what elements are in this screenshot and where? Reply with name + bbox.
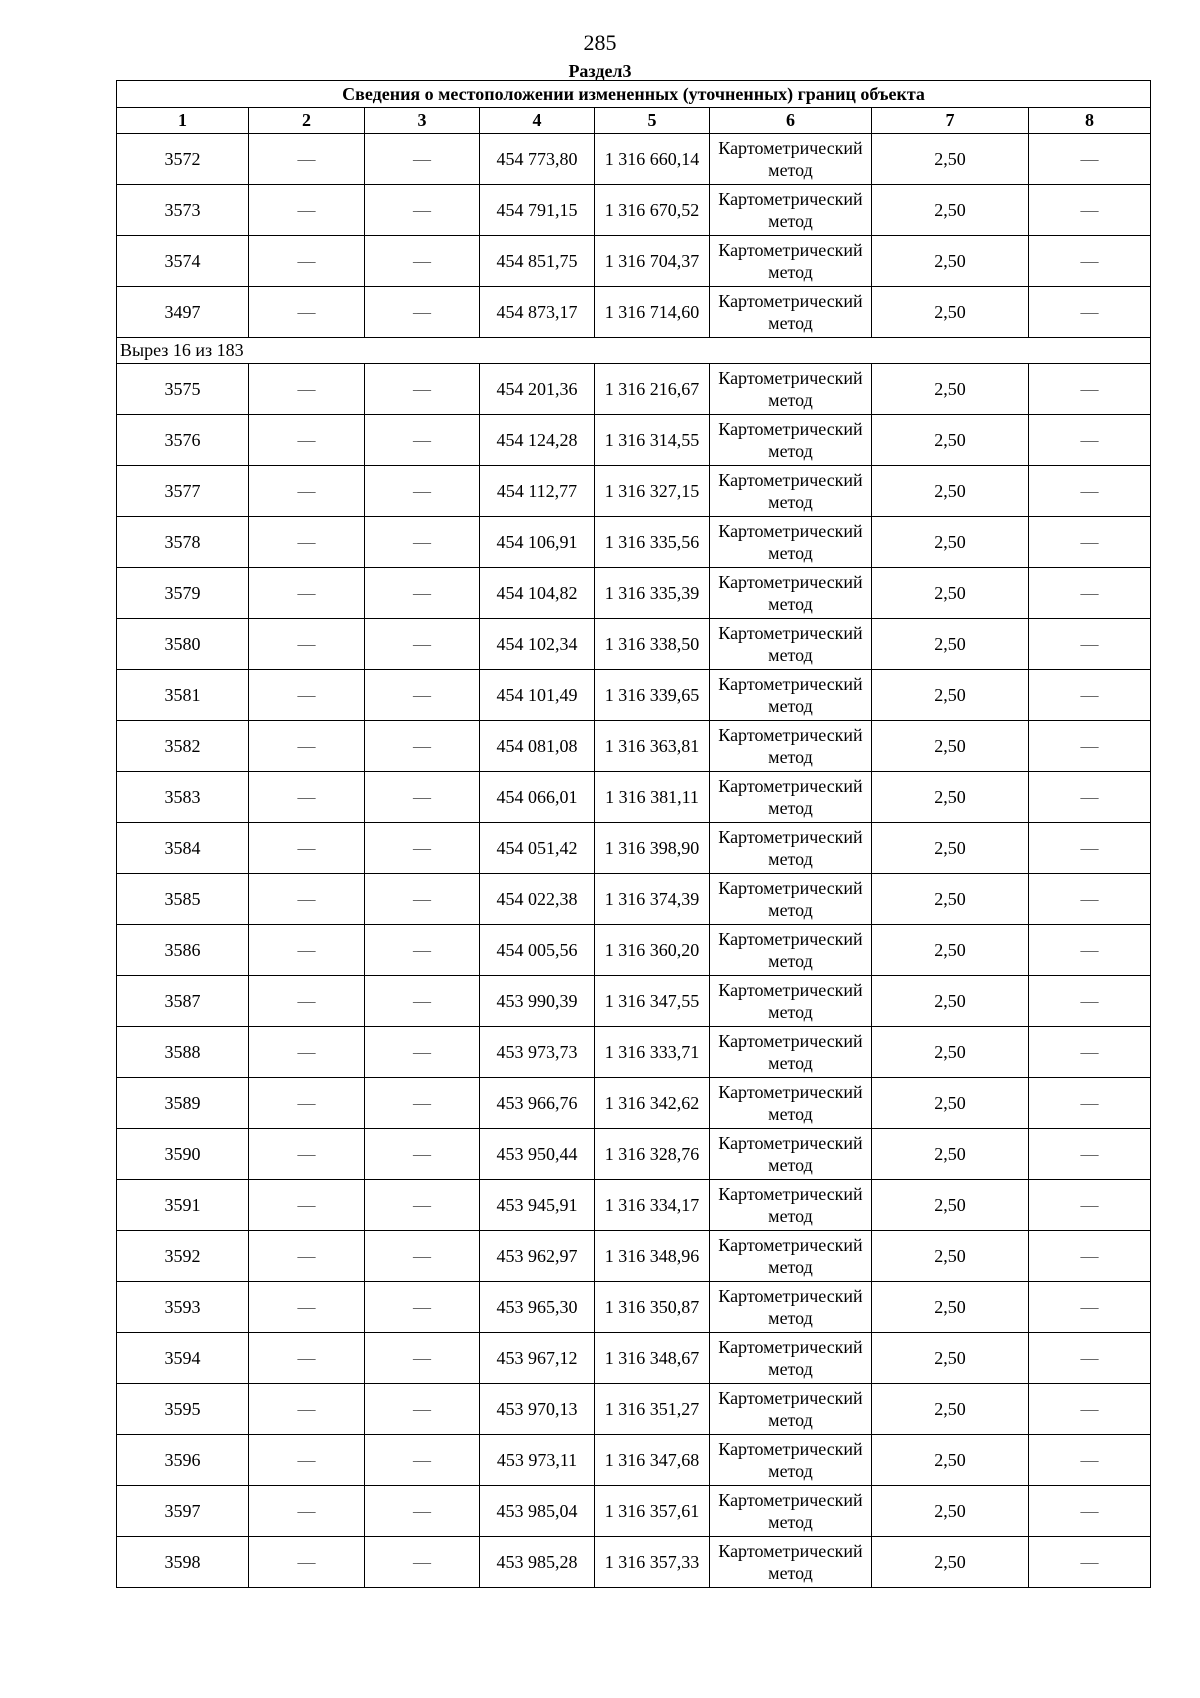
column-8-cell: — (1029, 415, 1151, 466)
y-coordinate-cell: 1 316 381,11 (595, 772, 710, 823)
accuracy-cell: 2,50 (872, 1078, 1029, 1129)
y-coordinate-cell: 1 316 314,55 (595, 415, 710, 466)
accuracy-cell: 2,50 (872, 772, 1029, 823)
accuracy-cell: 2,50 (872, 1129, 1029, 1180)
column-numbers-row (117, 108, 1151, 134)
column-3-cell: — (365, 1027, 480, 1078)
column-8-cell: — (1029, 1078, 1151, 1129)
column-8-cell: — (1029, 287, 1151, 338)
y-coordinate-cell: 1 316 335,39 (595, 568, 710, 619)
column-8-cell: — (1029, 925, 1151, 976)
x-coordinate-cell: 454 066,01 (480, 772, 595, 823)
accuracy-cell: 2,50 (872, 1333, 1029, 1384)
column-8-cell: — (1029, 721, 1151, 772)
column-number: 8 (1029, 108, 1151, 134)
point-number-cell: 3594 (117, 1333, 249, 1384)
column-2-cell: — (249, 1027, 365, 1078)
point-number-cell: 3584 (117, 823, 249, 874)
method-cell: Картометрический метод (710, 466, 872, 517)
x-coordinate-cell: 454 081,08 (480, 721, 595, 772)
column-2-cell: — (249, 772, 365, 823)
column-8-cell: — (1029, 1435, 1151, 1486)
column-2-cell: — (249, 287, 365, 338)
column-3-cell: — (365, 619, 480, 670)
x-coordinate-cell: 454 201,36 (480, 364, 595, 415)
y-coordinate-cell: 1 316 350,87 (595, 1282, 710, 1333)
table-row (117, 670, 1151, 721)
table-row (117, 823, 1151, 874)
column-2-cell: — (249, 1333, 365, 1384)
point-number-cell: 3573 (117, 185, 249, 236)
method-cell: Картометрический метод (710, 925, 872, 976)
column-2-cell: — (249, 1486, 365, 1537)
method-cell: Картометрический метод (710, 236, 872, 287)
point-number-cell: 3592 (117, 1231, 249, 1282)
accuracy-cell: 2,50 (872, 1435, 1029, 1486)
column-3-cell: — (365, 1384, 480, 1435)
x-coordinate-cell: 454 791,15 (480, 185, 595, 236)
column-3-cell: — (365, 466, 480, 517)
accuracy-cell: 2,50 (872, 568, 1029, 619)
x-coordinate-cell: 453 990,39 (480, 976, 595, 1027)
column-number: 5 (595, 108, 710, 134)
y-coordinate-cell: 1 316 334,17 (595, 1180, 710, 1231)
x-coordinate-cell: 453 985,28 (480, 1537, 595, 1588)
column-2-cell: — (249, 466, 365, 517)
page-number: 285 (583, 30, 617, 55)
y-coordinate-cell: 1 316 714,60 (595, 287, 710, 338)
x-coordinate-cell: 454 022,38 (480, 874, 595, 925)
point-number-cell: 3587 (117, 976, 249, 1027)
method-cell: Картометрический метод (710, 1027, 872, 1078)
x-coordinate-cell: 453 973,11 (480, 1435, 595, 1486)
method-cell: Картометрический метод (710, 134, 872, 185)
x-coordinate-cell: 454 851,75 (480, 236, 595, 287)
column-3-cell: — (365, 415, 480, 466)
x-coordinate-cell: 454 873,17 (480, 287, 595, 338)
table-row (117, 364, 1151, 415)
table-row (117, 1180, 1151, 1231)
column-3-cell: — (365, 670, 480, 721)
x-coordinate-cell: 454 051,42 (480, 823, 595, 874)
table-row (117, 185, 1151, 236)
column-2-cell: — (249, 721, 365, 772)
method-cell: Картометрический метод (710, 1180, 872, 1231)
method-cell: Картометрический метод (710, 772, 872, 823)
table-row (117, 287, 1151, 338)
column-3-cell: — (365, 772, 480, 823)
column-number: 2 (249, 108, 365, 134)
y-coordinate-cell: 1 316 660,14 (595, 134, 710, 185)
point-number-cell: 3580 (117, 619, 249, 670)
column-2-cell: — (249, 874, 365, 925)
y-coordinate-cell: 1 316 335,56 (595, 517, 710, 568)
y-coordinate-cell: 1 316 327,15 (595, 466, 710, 517)
column-number: 4 (480, 108, 595, 134)
column-8-cell: — (1029, 1486, 1151, 1537)
column-8-cell: — (1029, 364, 1151, 415)
accuracy-cell: 2,50 (872, 236, 1029, 287)
column-2-cell: — (249, 568, 365, 619)
point-number-cell: 3497 (117, 287, 249, 338)
y-coordinate-cell: 1 316 342,62 (595, 1078, 710, 1129)
point-number-cell: 3582 (117, 721, 249, 772)
cut-label: Вырез 16 из 183 (117, 338, 1151, 364)
x-coordinate-cell: 453 950,44 (480, 1129, 595, 1180)
column-8-cell: — (1029, 236, 1151, 287)
method-cell: Картометрический метод (710, 721, 872, 772)
table-row (117, 619, 1151, 670)
column-2-cell: — (249, 1231, 365, 1282)
point-number-cell: 3598 (117, 1537, 249, 1588)
table-row (117, 721, 1151, 772)
column-2-cell: — (249, 517, 365, 568)
accuracy-cell: 2,50 (872, 1537, 1029, 1588)
column-8-cell: — (1029, 670, 1151, 721)
y-coordinate-cell: 1 316 357,33 (595, 1537, 710, 1588)
accuracy-cell: 2,50 (872, 1231, 1029, 1282)
point-number-cell: 3588 (117, 1027, 249, 1078)
point-number-cell: 3596 (117, 1435, 249, 1486)
method-cell: Картометрический метод (710, 823, 872, 874)
method-cell: Картометрический метод (710, 976, 872, 1027)
point-number-cell: 3586 (117, 925, 249, 976)
method-cell: Картометрический метод (710, 185, 872, 236)
x-coordinate-cell: 453 966,76 (480, 1078, 595, 1129)
table-row (117, 517, 1151, 568)
accuracy-cell: 2,50 (872, 1282, 1029, 1333)
y-coordinate-cell: 1 316 348,67 (595, 1333, 710, 1384)
table-row (117, 1231, 1151, 1282)
column-8-cell: — (1029, 568, 1151, 619)
x-coordinate-cell: 453 945,91 (480, 1180, 595, 1231)
column-3-cell: — (365, 925, 480, 976)
column-2-cell: — (249, 1129, 365, 1180)
column-3-cell: — (365, 976, 480, 1027)
x-coordinate-cell: 453 970,13 (480, 1384, 595, 1435)
accuracy-cell: 2,50 (872, 925, 1029, 976)
column-3-cell: — (365, 517, 480, 568)
column-2-cell: — (249, 1384, 365, 1435)
column-3-cell: — (365, 874, 480, 925)
column-8-cell: — (1029, 134, 1151, 185)
y-coordinate-cell: 1 316 339,65 (595, 670, 710, 721)
column-8-cell: — (1029, 976, 1151, 1027)
table-caption-row (117, 81, 1151, 108)
column-3-cell: — (365, 1333, 480, 1384)
column-3-cell: — (365, 1180, 480, 1231)
accuracy-cell: 2,50 (872, 1180, 1029, 1231)
point-number-cell: 3572 (117, 134, 249, 185)
method-cell: Картометрический метод (710, 1231, 872, 1282)
x-coordinate-cell: 454 773,80 (480, 134, 595, 185)
column-8-cell: — (1029, 466, 1151, 517)
method-cell: Картометрический метод (710, 1435, 872, 1486)
column-3-cell: — (365, 1435, 480, 1486)
column-2-cell: — (249, 134, 365, 185)
column-3-cell: — (365, 364, 480, 415)
point-number-cell: 3589 (117, 1078, 249, 1129)
accuracy-cell: 2,50 (872, 1027, 1029, 1078)
accuracy-cell: 2,50 (872, 185, 1029, 236)
table-row (117, 415, 1151, 466)
table-row (117, 1129, 1151, 1180)
table-row (117, 1078, 1151, 1129)
table-row (117, 1435, 1151, 1486)
point-number-cell: 3579 (117, 568, 249, 619)
column-3-cell: — (365, 185, 480, 236)
table-row (117, 134, 1151, 185)
column-8-cell: — (1029, 185, 1151, 236)
column-8-cell: — (1029, 1384, 1151, 1435)
accuracy-cell: 2,50 (872, 134, 1029, 185)
column-2-cell: — (249, 976, 365, 1027)
column-3-cell: — (365, 568, 480, 619)
y-coordinate-cell: 1 316 363,81 (595, 721, 710, 772)
column-2-cell: — (249, 1435, 365, 1486)
x-coordinate-cell: 453 985,04 (480, 1486, 595, 1537)
point-number-cell: 3578 (117, 517, 249, 568)
column-3-cell: — (365, 823, 480, 874)
accuracy-cell: 2,50 (872, 1486, 1029, 1537)
accuracy-cell: 2,50 (872, 415, 1029, 466)
method-cell: Картометрический метод (710, 619, 872, 670)
method-cell: Картометрический метод (710, 1282, 872, 1333)
column-number: 3 (365, 108, 480, 134)
column-8-cell: — (1029, 1180, 1151, 1231)
column-2-cell: — (249, 236, 365, 287)
column-2-cell: — (249, 670, 365, 721)
column-8-cell: — (1029, 517, 1151, 568)
y-coordinate-cell: 1 316 347,55 (595, 976, 710, 1027)
y-coordinate-cell: 1 316 328,76 (595, 1129, 710, 1180)
point-number-cell: 3575 (117, 364, 249, 415)
method-cell: Картометрический метод (710, 1129, 872, 1180)
table-row (117, 976, 1151, 1027)
column-number: 6 (710, 108, 872, 134)
table-caption: Сведения о местоположении измененных (уточненных) границ объекта (117, 81, 1151, 108)
point-number-cell: 3577 (117, 466, 249, 517)
accuracy-cell: 2,50 (872, 1384, 1029, 1435)
x-coordinate-cell: 454 112,77 (480, 466, 595, 517)
accuracy-cell: 2,50 (872, 287, 1029, 338)
table-row (117, 1333, 1151, 1384)
point-number-cell: 3585 (117, 874, 249, 925)
point-number-cell: 3581 (117, 670, 249, 721)
method-cell: Картометрический метод (710, 1078, 872, 1129)
x-coordinate-cell: 454 124,28 (480, 415, 595, 466)
column-2-cell: — (249, 1282, 365, 1333)
column-3-cell: — (365, 236, 480, 287)
column-8-cell: — (1029, 1129, 1151, 1180)
x-coordinate-cell: 454 106,91 (480, 517, 595, 568)
x-coordinate-cell: 454 101,49 (480, 670, 595, 721)
column-8-cell: — (1029, 1027, 1151, 1078)
column-3-cell: — (365, 134, 480, 185)
column-3-cell: — (365, 1282, 480, 1333)
method-cell: Картометрический метод (710, 517, 872, 568)
method-cell: Картометрический метод (710, 1333, 872, 1384)
x-coordinate-cell: 454 005,56 (480, 925, 595, 976)
column-2-cell: — (249, 1537, 365, 1588)
method-cell: Картометрический метод (710, 874, 872, 925)
column-8-cell: — (1029, 1333, 1151, 1384)
column-8-cell: — (1029, 823, 1151, 874)
accuracy-cell: 2,50 (872, 823, 1029, 874)
table-row (117, 236, 1151, 287)
column-8-cell: — (1029, 1537, 1151, 1588)
column-2-cell: — (249, 364, 365, 415)
y-coordinate-cell: 1 316 347,68 (595, 1435, 710, 1486)
column-8-cell: — (1029, 619, 1151, 670)
table-body (117, 134, 1151, 1588)
y-coordinate-cell: 1 316 338,50 (595, 619, 710, 670)
method-cell: Картометрический метод (710, 1384, 872, 1435)
method-cell: Картометрический метод (710, 568, 872, 619)
y-coordinate-cell: 1 316 360,20 (595, 925, 710, 976)
column-8-cell: — (1029, 1282, 1151, 1333)
table-row (117, 1384, 1151, 1435)
column-2-cell: — (249, 925, 365, 976)
point-number-cell: 3574 (117, 236, 249, 287)
accuracy-cell: 2,50 (872, 976, 1029, 1027)
x-coordinate-cell: 454 104,82 (480, 568, 595, 619)
column-3-cell: — (365, 1129, 480, 1180)
y-coordinate-cell: 1 316 216,67 (595, 364, 710, 415)
column-number: 1 (117, 108, 249, 134)
column-8-cell: — (1029, 772, 1151, 823)
point-number-cell: 3591 (117, 1180, 249, 1231)
table-row (117, 568, 1151, 619)
x-coordinate-cell: 454 102,34 (480, 619, 595, 670)
section-title: Раздел3 (568, 61, 632, 81)
column-3-cell: — (365, 1078, 480, 1129)
column-number: 7 (872, 108, 1029, 134)
y-coordinate-cell: 1 316 398,90 (595, 823, 710, 874)
x-coordinate-cell: 453 965,30 (480, 1282, 595, 1333)
column-3-cell: — (365, 1486, 480, 1537)
method-cell: Картометрический метод (710, 364, 872, 415)
table-row (117, 1282, 1151, 1333)
column-3-cell: — (365, 721, 480, 772)
column-2-cell: — (249, 1180, 365, 1231)
column-3-cell: — (365, 287, 480, 338)
accuracy-cell: 2,50 (872, 517, 1029, 568)
y-coordinate-cell: 1 316 357,61 (595, 1486, 710, 1537)
y-coordinate-cell: 1 316 333,71 (595, 1027, 710, 1078)
table-row (117, 1537, 1151, 1588)
column-3-cell: — (365, 1537, 480, 1588)
y-coordinate-cell: 1 316 374,39 (595, 874, 710, 925)
method-cell: Картометрический метод (710, 1537, 872, 1588)
cut-label-row (117, 338, 1151, 364)
y-coordinate-cell: 1 316 670,52 (595, 185, 710, 236)
point-number-cell: 3597 (117, 1486, 249, 1537)
accuracy-cell: 2,50 (872, 670, 1029, 721)
method-cell: Картометрический метод (710, 415, 872, 466)
method-cell: Картометрический метод (710, 287, 872, 338)
point-number-cell: 3583 (117, 772, 249, 823)
point-number-cell: 3595 (117, 1384, 249, 1435)
column-2-cell: — (249, 415, 365, 466)
y-coordinate-cell: 1 316 704,37 (595, 236, 710, 287)
accuracy-cell: 2,50 (872, 466, 1029, 517)
column-8-cell: — (1029, 874, 1151, 925)
table-row (117, 874, 1151, 925)
method-cell: Картометрический метод (710, 1486, 872, 1537)
y-coordinate-cell: 1 316 348,96 (595, 1231, 710, 1282)
column-2-cell: — (249, 823, 365, 874)
accuracy-cell: 2,50 (872, 619, 1029, 670)
x-coordinate-cell: 453 962,97 (480, 1231, 595, 1282)
column-2-cell: — (249, 619, 365, 670)
column-8-cell: — (1029, 1231, 1151, 1282)
x-coordinate-cell: 453 973,73 (480, 1027, 595, 1078)
x-coordinate-cell: 453 967,12 (480, 1333, 595, 1384)
accuracy-cell: 2,50 (872, 874, 1029, 925)
table-row (117, 1486, 1151, 1537)
column-3-cell: — (365, 1231, 480, 1282)
accuracy-cell: 2,50 (872, 364, 1029, 415)
method-cell: Картометрический метод (710, 670, 872, 721)
boundary-coordinates-table (116, 80, 1151, 1588)
column-2-cell: — (249, 185, 365, 236)
table-row (117, 466, 1151, 517)
table-row (117, 772, 1151, 823)
y-coordinate-cell: 1 316 351,27 (595, 1384, 710, 1435)
point-number-cell: 3576 (117, 415, 249, 466)
accuracy-cell: 2,50 (872, 721, 1029, 772)
point-number-cell: 3590 (117, 1129, 249, 1180)
table-row (117, 925, 1151, 976)
point-number-cell: 3593 (117, 1282, 249, 1333)
column-2-cell: — (249, 1078, 365, 1129)
table-row (117, 1027, 1151, 1078)
